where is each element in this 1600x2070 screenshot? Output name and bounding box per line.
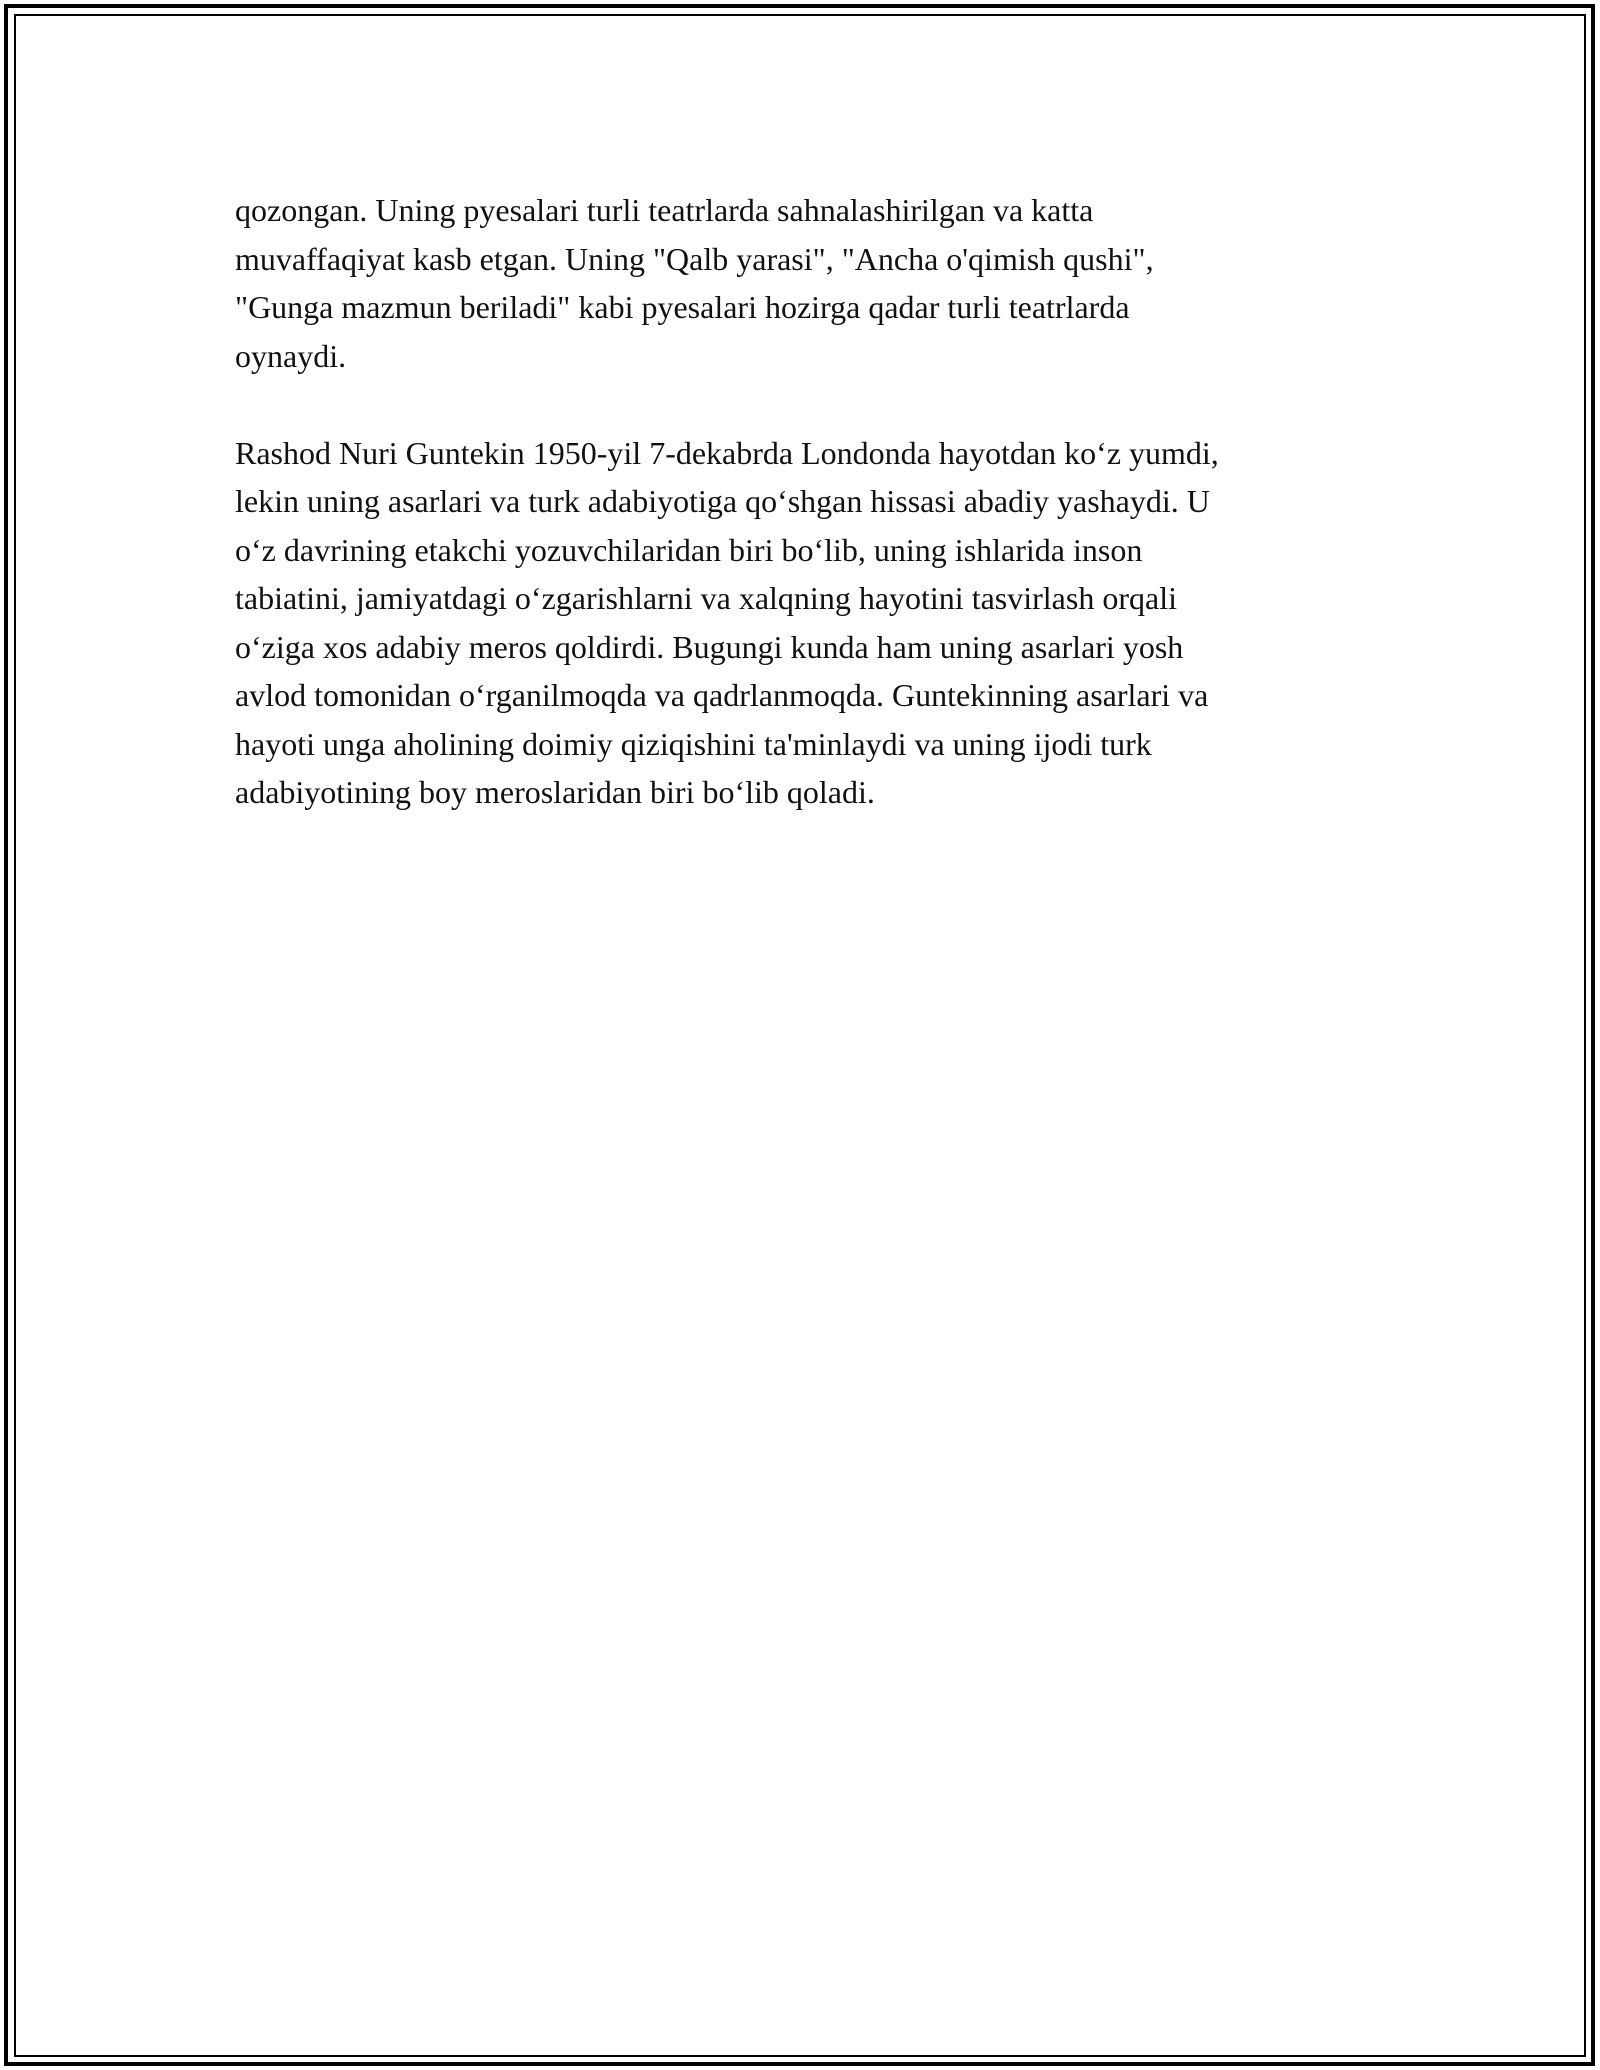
text-line: Rashod Nuri Guntekin 1950-yil 7-dekabrda Londonda hayotdan ko‘z yumdi, [235,434,1219,471]
text-line: tabiatini, jamiyatdagi o‘zgarishlarni va xalqning hayotini tasvirlash orqali [235,580,1177,616]
text-line: adabiyotining boy meroslaridan biri bo‘lib qoladi. [235,774,875,810]
text-line: oynaydi. [235,337,347,374]
text-line: lekin uning asarlari va turk adabiyotiga qo‘shgan hissasi abadiy yashaydi. U [235,483,1210,519]
paragraph-1 [235,186,1395,380]
text-line: o‘z davrining etakchi yozuvchilaridan biri bo‘lib, uning ishlarida inson [235,531,1143,568]
text-line: muvaffaqiyat kasb etgan. Uning "Qalb yarasi", "Ancha o'qimish qushi", [235,240,1154,277]
text-line: avlod tomonidan o‘rganilmoqda va qadrlanmoqda. Guntekinning asarlari va [235,677,1209,713]
text-line: qozongan. Uning pyesalari turli teatrlarda sahnalashirilgan va katta [235,192,1094,228]
document-body [235,186,1395,817]
paragraph-2 [235,429,1395,817]
text-line: hayoti unga aholining doimiy qiziqishini ta'minlaydi va uning ijodi turk [235,725,1152,762]
text-line: "Gunga mazmun beriladi" kabi pyesalari hozirga qadar turli teatrlarda [235,289,1130,325]
text-line: o‘ziga xos adabiy meros qoldirdi. Bugungi kunda ham uning asarlari yosh [235,628,1184,665]
